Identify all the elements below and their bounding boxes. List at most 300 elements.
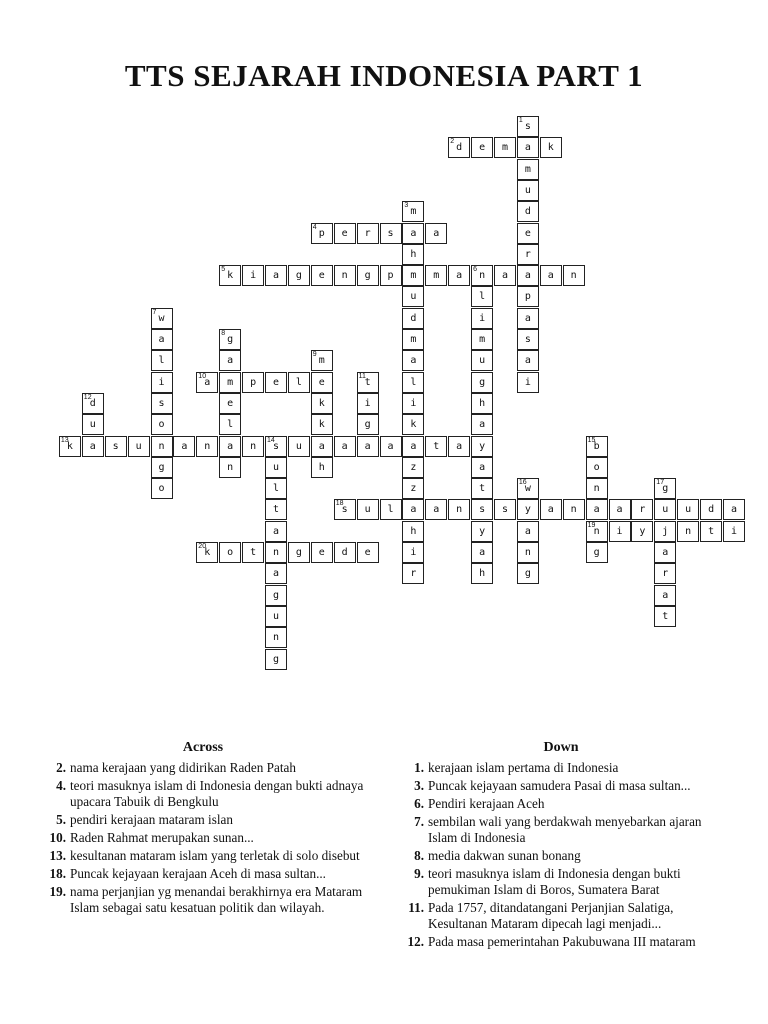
grid-cell[interactable]	[357, 414, 379, 435]
cell-letter: g	[593, 547, 600, 558]
grid-cell[interactable]	[517, 244, 539, 265]
cell-letter: n	[593, 483, 600, 495]
grid-cell[interactable]	[425, 223, 447, 244]
grid-cell[interactable]	[173, 436, 195, 457]
clue-number: 10.	[49, 830, 66, 845]
grid-cell[interactable]	[242, 436, 264, 457]
grid-cell[interactable]	[402, 542, 424, 563]
grid-cell[interactable]	[425, 436, 447, 457]
grid-cell[interactable]	[82, 414, 104, 435]
grid-cell[interactable]	[425, 265, 447, 286]
grid-cell[interactable]	[517, 308, 539, 329]
grid-cell[interactable]	[563, 265, 585, 286]
cell-number: 3	[404, 202, 409, 210]
cell-letter: a	[433, 227, 440, 239]
cell-letter: j	[662, 525, 669, 537]
cell-letter: k	[410, 419, 417, 431]
grid-cell[interactable]	[82, 436, 104, 457]
grid-cell[interactable]	[311, 436, 333, 457]
grid-cell[interactable]	[219, 414, 241, 435]
grid-cell[interactable]	[517, 478, 539, 499]
grid-cell[interactable]	[402, 414, 424, 435]
cell-letter: u	[135, 440, 142, 452]
cell-letter: u	[295, 440, 302, 452]
grid-cell[interactable]	[242, 542, 264, 563]
cell-letter: d	[708, 504, 715, 516]
clue-text: Pendiri kerajaan Aceh	[428, 796, 545, 811]
clue-text: Pada 1757, ditandatangani Perjanjian Salatiga, Kesultanan Mataram dipecah lagi menjadi...	[428, 900, 674, 931]
grid-cell[interactable]	[586, 521, 608, 542]
grid-cell[interactable]	[380, 499, 402, 520]
grid-cell[interactable]	[471, 137, 493, 158]
grid-cell[interactable]	[151, 457, 173, 478]
clue-text: nama kerajaan yang didirikan Raden Patah	[70, 760, 296, 775]
cell-letter: k	[547, 142, 554, 154]
grid-cell[interactable]	[471, 414, 493, 435]
cell-letter: z	[410, 483, 417, 495]
cell-letter: z	[410, 461, 417, 473]
cell-letter: e	[524, 227, 531, 239]
cell-letter: i	[730, 525, 738, 537]
cell-letter: a	[204, 376, 211, 388]
clue-text: sembilan wali yang berdakwah menyebarkan ajaran Islam di Indonesia	[428, 814, 702, 845]
grid-cell[interactable]	[242, 372, 264, 393]
grid-cell[interactable]	[196, 542, 218, 563]
cell-letter: g	[524, 568, 531, 580]
cell-letter: a	[364, 440, 371, 452]
grid-cell[interactable]	[219, 372, 241, 393]
cell-letter: a	[479, 547, 486, 558]
grid-cell[interactable]	[219, 265, 241, 286]
grid-cell[interactable]	[471, 542, 493, 563]
cell-letter: a	[318, 440, 325, 452]
down-clue	[396, 900, 726, 932]
grid-cell[interactable]	[448, 499, 470, 520]
down-clue	[396, 814, 726, 846]
grid-cell[interactable]	[471, 372, 493, 393]
cell-letter: r	[639, 504, 646, 516]
grid-cell[interactable]	[402, 244, 424, 265]
cell-number: 20	[198, 543, 207, 550]
grid-cell[interactable]	[471, 350, 493, 371]
grid-cell[interactable]	[196, 372, 218, 393]
grid-cell[interactable]	[494, 499, 516, 520]
grid-cell[interactable]	[402, 393, 424, 414]
grid-cell[interactable]	[151, 414, 173, 435]
grid-cell[interactable]	[265, 265, 287, 286]
clue-text: kerajaan islam pertama di Indonesia	[428, 760, 619, 775]
grid-cell[interactable]	[586, 457, 608, 478]
cell-letter: a	[410, 440, 417, 452]
grid-cell[interactable]	[402, 286, 424, 307]
clue-text: pendiri kerajaan mataram islan	[70, 812, 233, 827]
grid-cell[interactable]	[471, 499, 493, 520]
cell-letter: t	[708, 525, 715, 537]
grid-cell[interactable]	[471, 286, 493, 307]
cell-letter: a	[387, 440, 394, 452]
clue-number: 2.	[56, 760, 66, 775]
grid-cell[interactable]	[517, 223, 539, 244]
grid-cell[interactable]	[540, 499, 562, 520]
grid-cell[interactable]	[311, 372, 333, 393]
grid-cell[interactable]	[402, 457, 424, 478]
cell-letter: n	[570, 504, 577, 516]
cell-letter: h	[410, 248, 417, 260]
grid-cell[interactable]	[586, 478, 608, 499]
grid-cell[interactable]	[471, 521, 493, 542]
cell-letter: a	[272, 525, 280, 537]
grid-cell[interactable]	[357, 393, 379, 414]
grid-cell[interactable]	[128, 436, 150, 457]
cell-letter: t	[272, 504, 280, 516]
grid-cell[interactable]	[265, 457, 287, 478]
down-clue	[396, 848, 726, 864]
clue-number: 8.	[414, 848, 424, 863]
grid-cell[interactable]	[494, 137, 516, 158]
grid-cell[interactable]	[311, 414, 333, 435]
grid-cell[interactable]	[563, 499, 585, 520]
grid-cell[interactable]	[723, 521, 745, 542]
down-heading: Down	[543, 740, 579, 755]
grid-cell[interactable]	[265, 627, 287, 648]
grid-cell[interactable]	[402, 329, 424, 350]
grid-cell[interactable]	[219, 393, 241, 414]
clue-text: teori masuknya islam di Indonesia dengan bukti pemukiman Islam di Boros, Sumatera Barat	[428, 866, 681, 897]
grid-cell[interactable]	[517, 350, 539, 371]
cell-letter: g	[479, 376, 486, 388]
grid-cell[interactable]	[654, 521, 676, 542]
grid-cell[interactable]	[471, 478, 493, 499]
grid-cell[interactable]	[402, 265, 424, 286]
grid-cell[interactable]	[517, 372, 539, 393]
down-clue	[396, 866, 726, 898]
grid-cell[interactable]	[151, 350, 173, 371]
down-clue	[396, 760, 726, 776]
grid-cell[interactable]	[425, 499, 447, 520]
cell-letter: a	[479, 461, 486, 473]
grid-cell[interactable]	[586, 436, 608, 457]
cell-letter: y	[639, 525, 646, 537]
grid-cell[interactable]	[402, 308, 424, 329]
cell-letter: g	[158, 461, 165, 473]
grid-cell[interactable]	[288, 436, 310, 457]
grid-cell[interactable]	[334, 499, 356, 520]
grid-cell[interactable]	[517, 116, 539, 137]
cell-letter: k	[66, 440, 73, 452]
grid-cell[interactable]	[380, 265, 402, 286]
grid-cell[interactable]	[402, 521, 424, 542]
grid-cell[interactable]	[357, 223, 379, 244]
grid-cell[interactable]	[471, 457, 493, 478]
grid-cell[interactable]	[219, 457, 241, 478]
grid-cell[interactable]	[265, 436, 287, 457]
cell-letter: e	[318, 270, 325, 282]
grid-cell[interactable]	[219, 542, 241, 563]
across-clue	[38, 830, 368, 846]
cell-letter: i	[616, 525, 623, 537]
cell-letter: m	[479, 334, 486, 345]
cell-letter: a	[227, 440, 234, 452]
grid-cell[interactable]	[265, 606, 287, 627]
grid-cell[interactable]	[654, 606, 676, 627]
cell-letter: n	[158, 440, 165, 452]
cell-letter: n	[570, 270, 577, 282]
cell-letter: d	[456, 142, 463, 154]
cell-letter: a	[662, 547, 669, 558]
cell-letter: s	[524, 121, 531, 132]
clue-number: 19.	[49, 884, 66, 899]
cell-letter: h	[410, 525, 417, 537]
cell-letter: k	[318, 397, 325, 409]
cell-letter: a	[547, 270, 554, 282]
cell-letter: k	[318, 419, 325, 431]
grid-cell[interactable]	[448, 265, 470, 286]
grid-cell[interactable]	[219, 329, 241, 350]
grid-cell[interactable]	[151, 393, 173, 414]
grid-cell[interactable]	[311, 457, 333, 478]
cell-letter: h	[318, 461, 325, 473]
grid-cell[interactable]	[151, 372, 173, 393]
cell-letter: b	[593, 440, 600, 452]
grid-cell[interactable]	[517, 542, 539, 563]
grid-cell[interactable]	[609, 499, 631, 520]
cell-letter: n	[250, 440, 257, 452]
grid-cell[interactable]	[357, 372, 379, 393]
grid-cell[interactable]	[631, 521, 653, 542]
cell-number: 19	[587, 521, 596, 529]
grid-cell[interactable]	[654, 542, 676, 563]
cell-letter: e	[479, 142, 486, 154]
grid-cell[interactable]	[631, 499, 653, 520]
clue-text: Raden Rahmat merupakan sunan...	[70, 830, 254, 845]
grid-cell[interactable]	[311, 350, 333, 371]
grid-cell[interactable]	[471, 308, 493, 329]
cell-letter: n	[227, 461, 234, 473]
grid-cell[interactable]	[402, 201, 424, 222]
grid-cell[interactable]	[265, 563, 287, 584]
grid-cell[interactable]	[357, 436, 379, 457]
grid-cell[interactable]	[151, 436, 173, 457]
grid-cell[interactable]	[105, 436, 127, 457]
cell-letter: d	[89, 397, 96, 409]
cell-letter: r	[410, 568, 417, 580]
cell-letter: p	[524, 291, 531, 303]
grid-cell[interactable]	[311, 542, 333, 563]
grid-cell[interactable]	[654, 563, 676, 584]
clue-text: nama perjanjian yg menandai berakhirnya era Mataram Islam sebagai satu kesatuan politik dan wilayah.	[70, 884, 363, 915]
grid-cell[interactable]	[334, 542, 356, 563]
cell-letter: a	[524, 142, 531, 154]
grid-cell[interactable]	[586, 542, 608, 563]
cell-number: 16	[518, 479, 527, 487]
cell-letter: i	[158, 376, 165, 388]
grid-cell[interactable]	[265, 585, 287, 606]
cell-letter: n	[685, 525, 692, 537]
cell-letter: a	[616, 504, 623, 516]
cell-letter: t	[364, 376, 371, 388]
cell-letter: a	[410, 504, 417, 516]
cell-letter: e	[318, 376, 325, 388]
cell-letter: u	[272, 461, 280, 473]
grid-cell[interactable]	[654, 499, 676, 520]
cell-number: 9	[312, 351, 317, 359]
cell-letter: s	[112, 440, 119, 452]
cell-letter: o	[158, 419, 165, 431]
grid-cell[interactable]	[586, 499, 608, 520]
cell-letter: d	[410, 312, 417, 324]
grid-cell[interactable]	[609, 521, 631, 542]
grid-cell[interactable]	[196, 436, 218, 457]
grid-cell[interactable]	[448, 137, 470, 158]
grid-cell[interactable]	[334, 436, 356, 457]
grid-cell[interactable]	[540, 137, 562, 158]
grid-cell[interactable]	[494, 265, 516, 286]
grid-cell[interactable]	[402, 223, 424, 244]
grid-cell[interactable]	[402, 350, 424, 371]
grid-cell[interactable]	[288, 542, 310, 563]
grid-cell[interactable]	[517, 521, 539, 542]
cell-letter: m	[501, 142, 509, 154]
cell-number: 13	[60, 436, 69, 444]
cell-number: 1	[518, 117, 523, 124]
cell-letter: a	[456, 440, 463, 452]
cell-letter: l	[410, 376, 417, 388]
cell-letter: u	[662, 504, 669, 516]
grid-cell[interactable]	[517, 563, 539, 584]
clue-number: 5.	[56, 812, 66, 827]
grid-cell[interactable]	[471, 393, 493, 414]
grid-cell[interactable]	[311, 223, 333, 244]
grid-cell[interactable]	[677, 499, 699, 520]
grid-cell[interactable]	[700, 499, 722, 520]
grid-cell[interactable]	[471, 563, 493, 584]
cell-letter: i	[524, 376, 531, 388]
cell-letter: a	[524, 270, 531, 282]
cell-letter: a	[479, 419, 486, 431]
grid-cell[interactable]	[540, 265, 562, 286]
grid-cell[interactable]	[402, 436, 424, 457]
cell-letter: h	[479, 568, 486, 580]
grid-cell[interactable]	[402, 372, 424, 393]
grid-cell[interactable]	[219, 436, 241, 457]
cell-letter: g	[272, 653, 280, 665]
grid-cell[interactable]	[265, 521, 287, 542]
grid-cell[interactable]	[654, 585, 676, 606]
cell-letter: a	[662, 589, 669, 601]
grid-cell[interactable]	[288, 372, 310, 393]
cell-letter: s	[479, 504, 486, 516]
grid-cell[interactable]	[311, 265, 333, 286]
cell-letter: s	[387, 227, 394, 239]
grid-cell[interactable]	[517, 159, 539, 180]
grid-cell[interactable]	[517, 180, 539, 201]
grid-cell[interactable]	[265, 649, 287, 670]
cell-letter: a	[524, 525, 531, 537]
grid-cell[interactable]	[59, 436, 81, 457]
cell-letter: t	[662, 610, 669, 622]
cell-number: 5	[221, 266, 226, 274]
grid-cell[interactable]	[334, 223, 356, 244]
across-clues	[38, 740, 368, 918]
grid-cell[interactable]	[357, 542, 379, 563]
grid-cell[interactable]	[151, 329, 173, 350]
grid-cell[interactable]	[448, 436, 470, 457]
grid-cell[interactable]	[357, 265, 379, 286]
grid-cell[interactable]	[402, 563, 424, 584]
grid-cell[interactable]	[723, 499, 745, 520]
cell-letter: g	[364, 419, 371, 431]
clue-number: 6.	[414, 796, 424, 811]
grid-cell[interactable]	[288, 265, 310, 286]
cell-letter: a	[524, 355, 531, 367]
grid-cell[interactable]	[311, 393, 333, 414]
grid-cell[interactable]	[517, 329, 539, 350]
grid-cell[interactable]	[380, 436, 402, 457]
cell-letter: l	[158, 355, 165, 367]
grid-cell[interactable]	[402, 499, 424, 520]
grid-cell[interactable]	[654, 478, 676, 499]
clue-number: 18.	[49, 866, 66, 881]
grid-cell[interactable]	[380, 223, 402, 244]
grid-cell[interactable]	[151, 478, 173, 499]
grid-cell[interactable]	[517, 265, 539, 286]
grid-cell[interactable]	[700, 521, 722, 542]
grid-cell[interactable]	[334, 265, 356, 286]
cell-letter: s	[158, 397, 165, 409]
clue-number: 9.	[414, 866, 424, 881]
grid-cell[interactable]	[471, 265, 493, 286]
cell-letter: a	[433, 504, 440, 516]
grid-cell[interactable]	[265, 372, 287, 393]
grid-cell[interactable]	[265, 478, 287, 499]
page-title: TTS SEJARAH INDONESIA PART 1	[124, 58, 644, 93]
grid-cell[interactable]	[265, 542, 287, 563]
grid-cell[interactable]	[82, 393, 104, 414]
cell-letter: a	[456, 270, 463, 282]
cell-letter: m	[410, 206, 417, 218]
cell-letter: n	[524, 547, 531, 558]
cell-letter: a	[593, 504, 600, 516]
grid-cell[interactable]	[265, 499, 287, 520]
cell-letter: l	[387, 504, 394, 516]
clue-number: 4.	[56, 778, 66, 793]
grid-cell[interactable]	[517, 286, 539, 307]
cell-number: 7	[152, 308, 157, 316]
cell-letter: n	[272, 632, 280, 644]
grid-cell[interactable]	[517, 137, 539, 158]
grid-cell[interactable]	[471, 329, 493, 350]
cell-letter: a	[547, 504, 554, 516]
grid-cell[interactable]	[517, 201, 539, 222]
cell-letter: d	[524, 206, 531, 218]
grid-cell[interactable]	[151, 308, 173, 329]
grid-cell[interactable]	[357, 499, 379, 520]
clue-text: media dakwan sunan bonang	[428, 848, 581, 863]
cell-number: 12	[83, 393, 92, 401]
cell-letter: n	[593, 525, 600, 537]
grid-cell[interactable]	[677, 521, 699, 542]
grid-cell[interactable]	[242, 265, 264, 286]
grid-cell[interactable]	[402, 478, 424, 499]
cell-letter: w	[524, 483, 531, 495]
cell-letter: m	[410, 334, 417, 345]
grid-cell[interactable]	[219, 350, 241, 371]
grid-cell[interactable]	[517, 499, 539, 520]
cell-letter: n	[204, 440, 211, 452]
cell-letter: m	[433, 270, 440, 282]
grid-cell[interactable]	[471, 436, 493, 457]
cell-number: 10	[198, 372, 207, 380]
